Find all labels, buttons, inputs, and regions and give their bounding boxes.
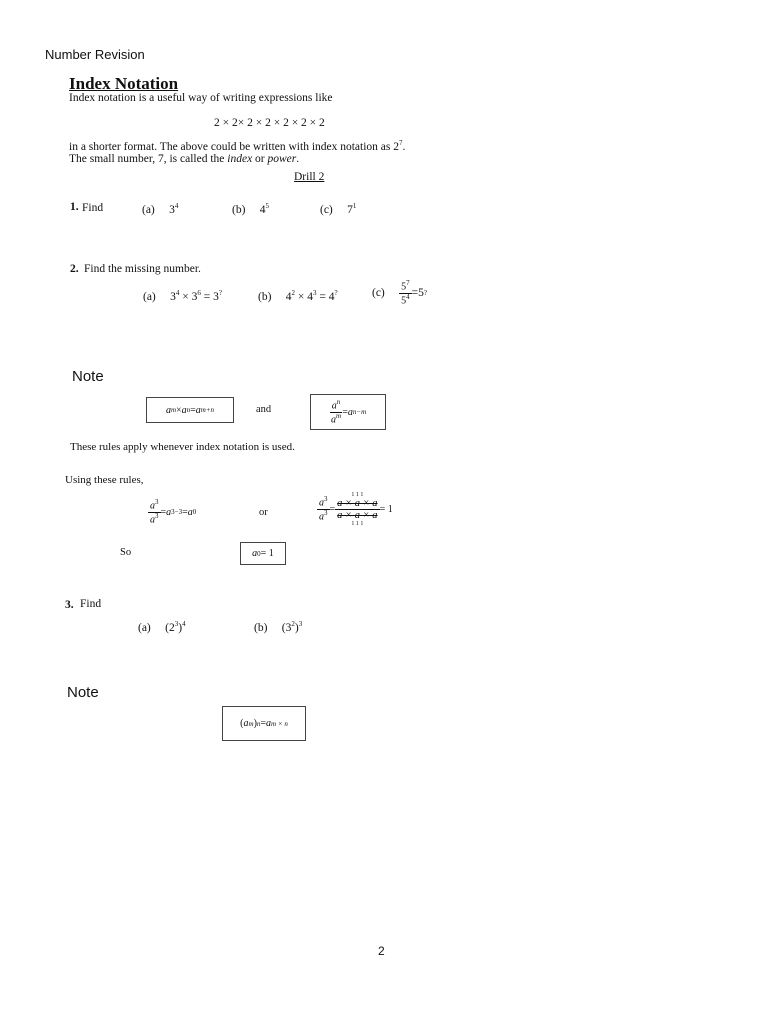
worked-right-fraction: $\frac{a^3}{a^3}$ [319, 495, 328, 523]
rule-divide-fraction: $\frac{a^n}{a^m}$ [331, 397, 342, 425]
question-3b: (b) $(3^2)^3$ [254, 620, 303, 634]
intro-line-2: in a shorter format. The above could be written with index notation as $2^7$. [69, 139, 406, 153]
rule-divide-box: $\frac{a^n}{a^m}$ = a n−m [310, 394, 386, 430]
question-2c-fraction: $\frac{5^7}{5^4}$ [401, 279, 410, 307]
question-2a: (a) $3^4 \times 3^6 = 3^?$ [143, 289, 222, 303]
rules-apply-text: These rules apply whenever index notation is used. [70, 441, 295, 453]
or-text: or [259, 507, 268, 518]
power-rule-box: ( a m ) n = a m × n [222, 706, 306, 741]
note-1-heading: Note [72, 368, 104, 385]
question-2c: (c) $\frac{5^7}{5^4}$ = 5 ? [372, 279, 427, 307]
question-3a: (a) $(2^3)^4$ [138, 620, 186, 634]
intro-line-1: Index notation is a useful way of writing expressions like [69, 92, 333, 104]
question-2-label: Find the missing number. [84, 263, 201, 275]
and-text: and [256, 404, 272, 415]
rule-multiply-box: a m × a n = a m+n [146, 397, 234, 423]
cancelled-fraction: 1 1 1 a × a × a a × a × a 1 1 1 [337, 492, 378, 528]
question-1b: (b) $4^5$ [232, 202, 270, 216]
intro-line-3: The small number, 7, is called the index or power. [69, 153, 300, 165]
worked-example-right: $\frac{a^3}{a^3}$ = 1 1 1 a × a × a a × a × a 1 1 1 = 1 [319, 492, 393, 528]
question-1-label: Find [82, 202, 104, 214]
zero-index-box: a 0 = 1 [240, 542, 286, 565]
question-2b: (b) $4^2 \times 4^3 = 4^?$ [258, 289, 338, 303]
so-label: So [120, 547, 132, 558]
question-1c: (c) $7^1$ [320, 202, 357, 216]
drill-title: Drill 2 [294, 171, 325, 183]
question-1a: (a) $3^4$ [142, 202, 179, 216]
page-number: 2 [378, 944, 385, 958]
worked-example-left: $\frac{a^3}{a^3}$ = a 3−3 = a 0 [150, 498, 197, 526]
question-1-number: 1. [70, 201, 79, 213]
page-header: Number Revision [45, 47, 145, 62]
worked-left-fraction: $\frac{a^3}{a^3}$ [150, 498, 159, 526]
question-2-number: 2. [70, 263, 79, 275]
note-2-heading: Note [67, 684, 99, 701]
question-3-number: 3. [65, 599, 74, 611]
intro-expression: 2 × 2× 2 × 2 × 2 × 2 × 2 [214, 117, 325, 129]
using-rules-label: Using these rules, [65, 474, 144, 486]
section-title: Index Notation [69, 74, 179, 93]
question-3-label: Find [80, 598, 102, 610]
